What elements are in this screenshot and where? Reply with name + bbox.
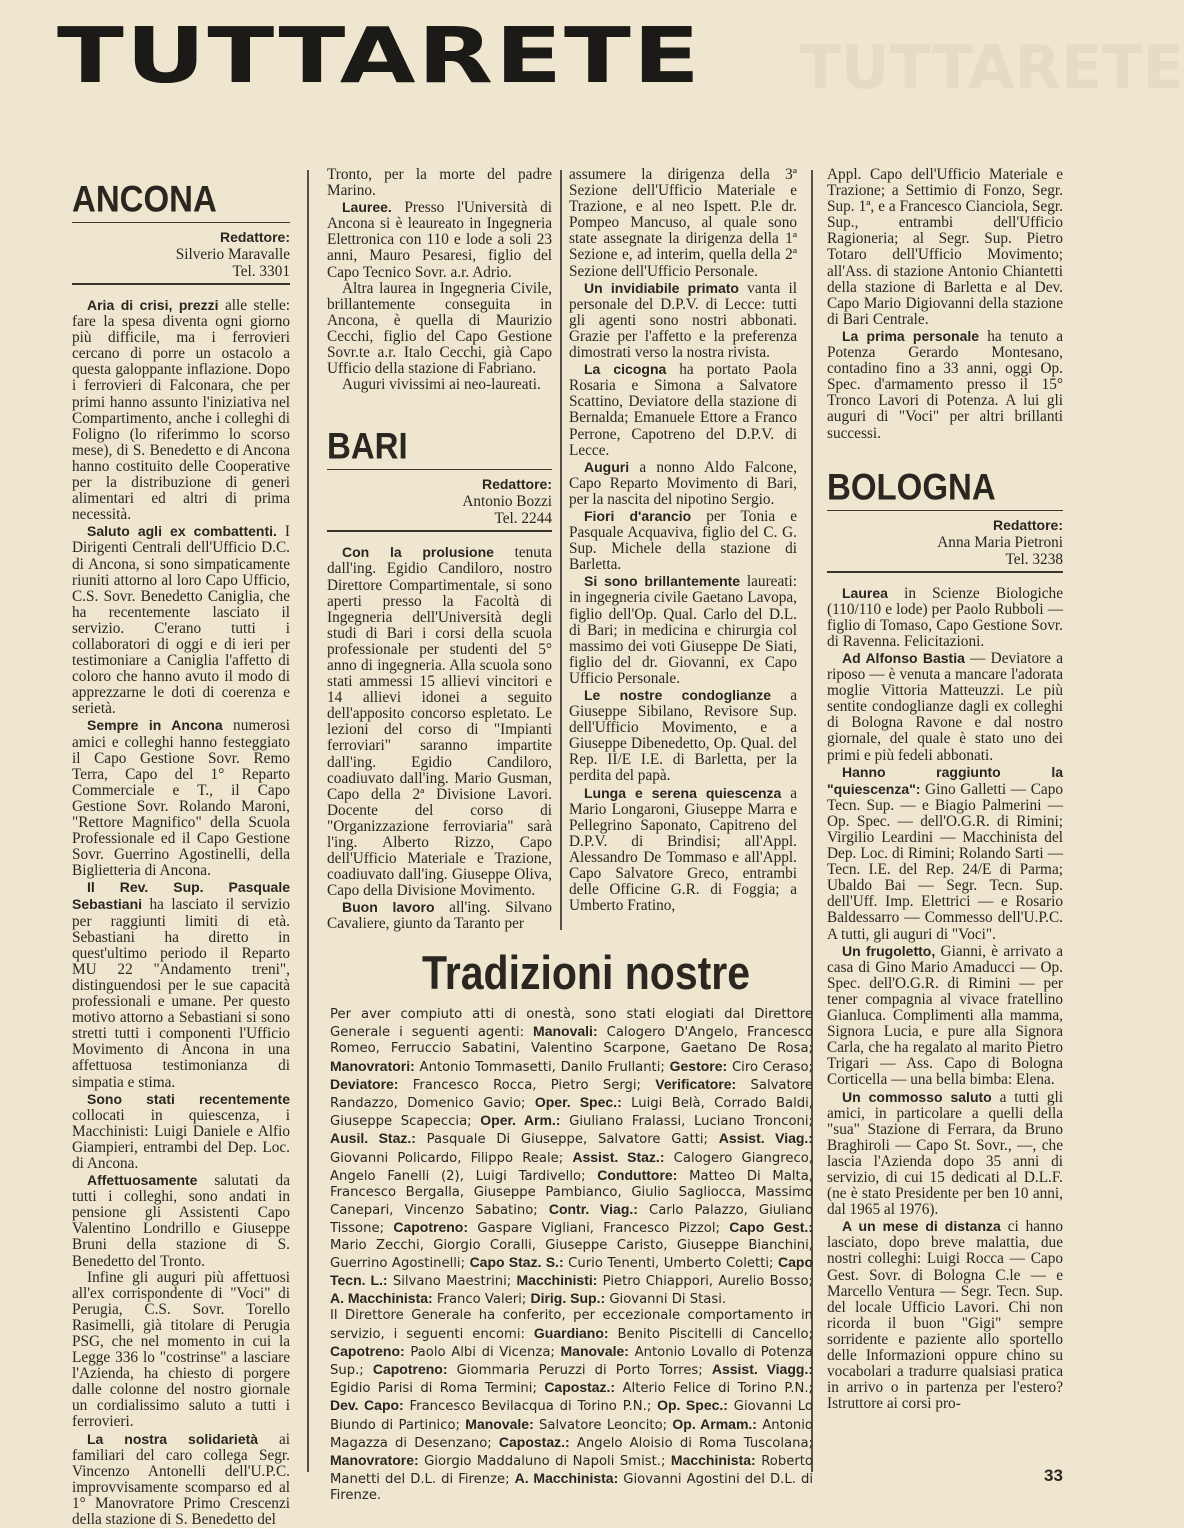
role-label: Dev. Capo:: [330, 1397, 404, 1414]
paragraph-lead: Lunga e serena quiescenza: [584, 784, 782, 801]
redattore-name: Silverio Maravalle: [175, 246, 290, 263]
role-label: Ausil. Staz.:: [330, 1130, 416, 1147]
paragraph-lead: Sono stati recentemente: [87, 1090, 290, 1107]
column-3: [569, 167, 797, 914]
role-label: Capo Tecn. L.:: [330, 1253, 813, 1289]
redattore-block-bologna: [827, 517, 1063, 568]
paragraph: A un mese di distanza ci hanno lasciato, dopo breve malattia, due nostri colleghi: Luigi Rocca — Capo Gest. Sovr. di Bologna C.le — e Marcello Ventura — Segr. Tecn. Sup. del locale Ufficio Lavori. Chi non ricorda il buon "Gigi" sempre sorridente e paziente allo sportello delle Informazioni oppure chino su vocabolari a tradurre qualsiasi pratica in arrivo o in partenza per l'estero? Istruttore ai corsi pro-: [827, 1218, 1064, 1413]
article-body-ancona: [72, 297, 290, 1528]
paragraph: Il Rev. Sup. Pasquale Sebastiani ha lasciato il servizio per raggiunti limiti di età. Sebastiani ha diretto in quest'ultimo periodo il Reparto MU 22 "Andamento treni", distinguendosi per le sue capacità professionali e umane. Per questo motivo attorno a Sebastiani si sono stretti tutti i componenti l'Ufficio Movimento di Ancona in una affettuosa testimonianza di simpatia e stima.: [72, 879, 290, 1091]
redattore-label: Redattore:: [992, 516, 1063, 533]
masthead-title: TUTTARETE: [57, 11, 702, 101]
paragraph-lead: Sempre in Ancona: [87, 717, 223, 734]
section-rule: [72, 222, 290, 223]
redattore-label: Redattore:: [481, 476, 552, 493]
role-label: Capotreno:: [393, 1219, 469, 1236]
role-label: Manovratori:: [330, 1057, 415, 1074]
paragraph: La nostra solidarietà ai familiari del caro collega Segr. Vincenzo Antonelli dell'U.P.C. improvvisamente scomparso ed al 1° Manovratore Primo Crescenzi della stazione di S. Benedetto del: [72, 1430, 290, 1528]
role-label: Assist. Staz.:: [572, 1148, 665, 1165]
paragraph: Lauree. Presso l'Università di Ancona si è leaureato in Ingegneria Elettronica con 110 e lode a soli 23 anni, Mauro Pesaresi, figlio del Capo Tecnico Sovr. a.r. Adrio.: [327, 199, 552, 281]
paragraph-lead: Auguri: [584, 458, 630, 475]
section-rule-thick: [827, 571, 1063, 573]
role-label: Manovale:: [465, 1415, 534, 1432]
section-rule-thick: [327, 530, 552, 532]
paragraph: Infine gli auguri più affettuosi all'ex corrispondente di "Voci" di Perugia, C.S. Sovr. Torello Rasimelli, già titolare di Perugia PSG, che nel momento in cui la Legge 336 lo "costrinse" a lasciare l'Azienda, ha chiesto di porgere dalle colonne del nostro giornale un cordialissimo saluto a tutti i ferrovieri.: [72, 1268, 290, 1431]
paragraph: Hanno raggiunto la "quiescenza": Gino Galletti — Capo Tecn. Sup. — e Biagio Palmerini — Op. Spec. — dell'O.G.R. di Rimini; Virgilio Leardini — Macchinista del Dep. Loc. di Rimini; Rolando Sarti — Tecn. I.E. del Rep. 24/E di Parma; Ubaldo Bai — Segr. Tecn. Sup. dell'Uff. Imp. Elettrici — e Rosario Baldessarro — Commesso dell'U.P.C. A tutti, gli auguri di "Voci".: [827, 763, 1063, 943]
tradizioni-body: [330, 1007, 813, 1505]
paragraph-lead: Con la prolusione: [342, 544, 494, 561]
section-title-bari: BARI: [327, 425, 408, 467]
role-label: Capostaz.:: [544, 1379, 616, 1396]
paragraph-lead: Lauree.: [342, 199, 392, 216]
paragraph: Altra laurea in Ingegneria Civile, brillantemente conseguita in Ancona, è quella di Maurizio Cecchi, figlio del Capo Gestione Sovr.te a.r. Italo Cecchi, già Capo Ufficio della stazione di Fabriano.: [327, 279, 552, 378]
paragraph-lead: Fiori d'arancio: [584, 507, 692, 524]
paragraph: Tronto, per la morte del padre Marino.: [327, 166, 552, 200]
column-ancona: [72, 177, 291, 1528]
paragraph: Appl. Capo dell'Ufficio Materiale e Trazione; a Settimio di Fonzo, Segr. Sup. 1ª, e a Francesco Cianciola, Segr. Sup., entrambi dell'Ufficio Ragioneria; al Segr. Sup. Pietro Totaro dell'Ufficio Movimento; all'Ass. di stazione Antonio Chiantetti della stazione di Barletta e al Dev. Capo Mario Digiovanni della stazione di Bari Centrale.: [827, 166, 1063, 328]
redattore-tel: Tel. 3301: [232, 263, 290, 280]
redattore-name: Antonio Bozzi: [462, 493, 552, 511]
article-body-bologna: [827, 585, 1063, 1413]
paragraph-lead: Un commosso saluto: [842, 1088, 992, 1105]
paragraph-lead: La nostra solidarietà: [87, 1430, 259, 1447]
paragraph: Sempre in Ancona numerosi amici e colleghi hanno festeggiato il Capo Gestione Sovr. Remo Terra, Capo del 1° Reparto Commerciale e T., il Capo Gestione Sovr. Rolando Maroni, "Rettore Magnifico" della Scuola Professionale ed il Capo Gestione Sovr. Guerrino Agostinelli, della Biglietteria di Ancona.: [72, 717, 290, 880]
column-divider: [307, 170, 309, 1472]
role-label: A. Macchinista:: [514, 1470, 619, 1487]
section-title-ancona: ANCONA: [72, 177, 217, 220]
tradizioni-title: Tradizioni nostre: [422, 946, 751, 1000]
column-divider: [560, 170, 562, 930]
paragraph: La cicogna ha portato Paola Rosaria e Simona a Salvatore Scattino, Deviatore della stazione di Bernalda; Emanuele Ettore a Franco Perrone, Capotreno del D.P.V. di Lecce.: [569, 361, 797, 459]
redattore-tel: Tel. 3238: [1005, 550, 1063, 568]
redattore-label: Redattore:: [219, 229, 290, 245]
section-title-bologna: BOLOGNA: [827, 465, 996, 507]
role-label: Macchinista:: [670, 1452, 756, 1469]
redattore-name: Anna Maria Pietroni: [937, 533, 1063, 551]
article-body-ancona-cont: [327, 167, 552, 393]
role-label: Macchinisti:: [516, 1272, 598, 1289]
paragraph: Auguri vivissimi ai neo-laureati.: [342, 376, 541, 394]
paragraph-lead: Buon lavoro: [342, 899, 435, 916]
paragraph-lead: Affettuosamente: [87, 1172, 198, 1189]
paragraph-lead: Un invidiabile primato: [584, 279, 739, 296]
paragraph-lead: Ad Alfonso Bastia: [842, 649, 965, 666]
paragraph-lead: Un frugoletto,: [842, 942, 936, 959]
paragraph: Con la prolusione tenuta dall'ing. Egidio Candiloro, nostro Direttore Compartimentale, si sono aperti presso la Facoltà di Ingegneria dell'Università degli studi di Bari i corsi della scuola professionale per studenti del 5° anno di ingegneria. Alla scuola sono stati ammessi 15 allievi vincitori e 14 allievi idonei a seguito dell'apposito concorso espletato. Le lezioni del corso di "Impianti ferroviari" saranno impartite dall'ing. Egidio Candiloro, coadiuvato dall'ing. Mario Gusman, Capo della 2ª Divisione Lavori. Docente del corso di "Organizzazione ferroviaria" sarà l'ing. Alberto Rizzo, Capo dell'Ufficio Materiale e Trazione, coadiuvato dall'ing. Giuseppe Oliva, Capo della Divisione Movimento.: [327, 544, 552, 900]
article-body-bari-end: [827, 167, 1063, 442]
paragraph-lead: A un mese di distanza: [842, 1218, 1001, 1235]
paragraph: Saluto agli ex combattenti. I Dirigenti Centrali dell'Ufficio D.C. di Ancona, si sono simpaticamente riuniti attorno al loro Capo Ufficio, C.S. Sovr. Benedetto Caniglia, che ha recentemente lasciato il servizio. C'erano tutti i collaboratori di oggi e di ieri per testimoniare a Caniglia l'affetto di coloro che hanno avuto il modo di apprezzarne le doti di coerenza e serietà.: [72, 523, 291, 718]
paragraph-lead: Aria di crisi, prezzi: [87, 297, 219, 313]
paragraph-lead: Il Rev. Sup. Pasquale Sebastiani: [72, 879, 290, 913]
role-label: Op. Spec.:: [657, 1397, 728, 1414]
role-label: Deviatore:: [330, 1075, 399, 1092]
role-label: Capostaz.:: [498, 1433, 570, 1450]
role-label: Guardiano:: [533, 1324, 609, 1341]
role-label: Verificatore:: [655, 1075, 737, 1092]
paragraph-lead: Laurea: [842, 584, 888, 601]
article-body-bari: [327, 544, 552, 932]
paragraph: Buon lavoro all'ing. Silvano Cavaliere, giunto da Taranto per: [327, 899, 552, 933]
paragraph-lead: La prima personale: [842, 327, 980, 344]
redattore-tel: Tel. 2244: [494, 510, 552, 528]
paragraph: Sono stati recentemente collocati in quiescenza, i Macchinisti: Luigi Daniele e Alfio Giampieri, entrambi del Dep. Loc. di Ancona.: [72, 1090, 290, 1172]
role-label: Conduttore:: [597, 1166, 678, 1183]
show-through-ghost-title: TUTTARETE: [800, 33, 1184, 103]
paragraph: Ad Alfonso Bastia — Deviatore a riposo — è venuta a mancare l'adorata moglie Vittoria Matteuzzi. Le più sentite condoglianze dagli ex colleghi di Bologna Ravone e dal nostro giornale, del quale è stato uno dei primi e più fedeli abbonati.: [827, 649, 1064, 764]
paragraph: Affettuosamente salutati da tutti i colleghi, sono andati in pensione gli Assistenti Capo Valentino Londrillo e Giuseppe Bruni della stazione di S. Benedetto del Tronto.: [72, 1172, 290, 1270]
role-label: Capo Gest.:: [729, 1219, 813, 1236]
role-label: Contr. Viag.:: [548, 1201, 638, 1218]
paragraph: Fiori d'arancio per Tonia e Pasquale Acquaviva, figlio del C. G. Sup. Michele della stazione di Barletta.: [569, 507, 797, 574]
role-label: Manovratore:: [330, 1452, 419, 1469]
redattore-block-ancona: [72, 229, 290, 280]
paragraph: assumere la dirigenza della 3ª Sezione dell'Ufficio Materiale e Trazione, e al neo Ispett. P.le dr. Pompeo Mancuso, al quale sono state assegnate la dirigenza della 1ª Sezione e, ad interim, quella della 2ª Sezione dell'Ufficio Personale.: [569, 166, 797, 280]
paragraph: Auguri a nonno Aldo Falcone, Capo Reparto Movimento di Bari, per la nascita del nipotino Sergio.: [569, 458, 797, 508]
section-rule: [827, 510, 1063, 511]
role-label: A. Macchinista:: [330, 1290, 433, 1307]
paragraph: Le nostre condoglianze a Giuseppe Sibilano, Revisore Sup. dell'Ufficio Movimento, e a Giuseppe Dibenedetto, Op. Qual. del Rep. II/E I.E. di Barletta, per la perdita del papà.: [569, 687, 797, 785]
role-label: Gestore:: [669, 1057, 728, 1074]
paragraph: Laurea in Scienze Biologiche (110/110 e lode) per Paolo Rubboli — figlio di Tomaso, Capo Gestione Sovr. di Ravenna. Felicitazioni.: [827, 584, 1063, 650]
column-4: [827, 167, 1063, 1412]
role-label: Oper. Arm.:: [480, 1112, 561, 1129]
role-label: Manovale:: [560, 1342, 629, 1359]
paragraph: Per aver compiuto atti di onestà, sono stati elogiati dal Direttore Generale i seguenti agenti: Manovali: Calogero D'Angelo, Francesco Romeo, Ferruccio Sabatini, Valentino Scarpone, Gaetano De Rosa; Manovratori: Antonio Tommasetti, Danilo Frullanti; Gestore: Ciro Ceraso; Deviatore: Francesco Rocca, Pietro Sergi; Verificatore: Salvatore Randazzo, Domenico Gavio; Oper. Spec.: Luigi Belà, Corrado Baldi, Giuseppe Scapeccia; Oper. Arm.: Giuliano Fralassi, Luciano Tronconi; Ausil. Staz.: Pasquale Di Giuseppe, Salvatore Gatti; Assist. Viag.: Giovanni Policardo, Filippo Reale; Assist. Staz.: Calogero Giangreco, Angelo Fanelli (2), Luigi Tardivello; Conduttore: Matteo Di Malta, Francesco Bergalla, Giuseppe Pambianco, Giulio Sagliocca, Massimo Canepari, Vincenzo Sabatino; Contr. Viag.: Carlo Palazzo, Giuliano Tissone; Capotreno: Gaspare Vigliani, Francesco Pizzol; Capo Gest.: Mario Zecchi, Giorgio Coralli, Giuseppe Caristo, Giuseppe Bianchini, Guerrino Agostinelli; Capo Staz. S.: Curio Tenenti, Umberto Coletti; Capo Tecn. L.: Silvano Maestrini; Macchinisti: Pietro Chiappori, Aurelio Bosso; A. Macchinista: Franco Valeri; Dirig. Sup.: Giovanni Di Stasi.: [330, 1007, 814, 1308]
role-label: Capotreno:: [372, 1361, 448, 1378]
paragraph: Un invidiabile primato vanta il personale del D.P.V. di Lecce: tutti gli agenti sono nostri abbonati. Grazie per l'affetto e la preferenza dimostrati verso la nostra rivista.: [569, 279, 797, 362]
paragraph: Si sono brillantemente laureati: in ingegneria civile Gaetano Lavopa, figlio dell'Op. Qual. Carlo del D.L. di Bari; in medicina e chirurgia col massimo dei voti Giuseppe De Siati, figlio del dr. Giovanni, ex Capo Ufficio Personale.: [569, 573, 798, 687]
paragraph: Lunga e serena quiescenza a Mario Longaroni, Giuseppe Marra e Pellegrino Saponato, Capitreno del D.P.V. di Brindisi; all'Appl. Alessandro De Tommaso e all'Appl. Capo Salvatore Greco, entrambi delle Officine G.R. di Foggia; a Umberto Fratino,: [569, 784, 797, 915]
role-label: Capo Staz. S.:: [469, 1253, 564, 1270]
paragraph-lead: Saluto agli ex combattenti.: [87, 523, 277, 540]
paragraph: Un frugoletto, Gianni, è arrivato a casa di Gino Mario Amaducci — Op. Spec. dell'O.G.R. di Rimini — per tener compagnia al vivace fratellino Gianluca. Complimenti alla mamma, Signora Lucia, e pure alla Signora Carla, che ha regalato al marito Pietro Trigari — Ass. Capo di Bologna Corticella — una bella bimba: Elena.: [827, 942, 1063, 1089]
role-label: Oper. Spec.:: [534, 1094, 622, 1111]
role-label: Manovali:: [533, 1023, 598, 1040]
paragraph-lead: Si sono brillantemente: [584, 573, 741, 590]
paragraph: Aria di crisi, prezzi alle stelle: fare la spesa diventa ogni giorno più difficile, ma i ferrovieri cercano di porre un ostacolo a questa galoppante inflazione. Dopo i ferrovieri di Falconara, che per primi hanno assunto l'iniziativa nel Compartimento, anche i colleghi di Foligno (lo riferimmo lo scorso mese), di S. Benedetto e di Ancona hanno costituito delle Cooperative per la distribuzione di generi alimentari ed altri di prima necessità.: [72, 297, 290, 524]
paragraph: Il Direttore Generale ha conferito, per eccezionale comportamento in servizio, i seguenti encomi: Guardiano: Benito Piscitelli di Cancello; Capotreno: Paolo Albi di Vicenza; Manovale: Antonio Lovallo di Potenza Sup.; Capotreno: Giommaria Peruzzi di Porto Torres; Assist. Viagg.: Egidio Parisi di Roma Termini; Capostaz.: Alterio Felice di Torino P.N.; Dev. Capo: Francesco Bevilacqua di Torino P.N.; Op. Spec.: Giovanni Lo Biundo di Partinico; Manovale: Salvatore Leoncito; Op. Armam.: Antonio Magazza di Desenzano; Capostaz.: Angelo Aloisio di Roma Tuscolana; Manovratore: Giorgio Maddaluno di Napoli Smist.; Macchinista: Roberto Manetti del D.L. di Firenze; A. Macchinista: Giovanni Agostini del D.L. di Firenze.: [330, 1308, 814, 1504]
article-body-bari-cont: [569, 167, 797, 914]
paragraph-lead: La cicogna: [584, 361, 667, 378]
role-label: Capotreno:: [330, 1342, 405, 1359]
paragraph-lead: Hanno raggiunto la "quiescenza":: [827, 763, 1063, 797]
redattore-block-bari: [327, 476, 552, 527]
column-2: [327, 167, 552, 933]
paragraph: Un commosso saluto a tutti gli amici, in particolare a quelli della "sua" Stazione di Ferrara, da Bruno Braghiroli — Capo St. Sovr., —, che lascia l'Azienda dopo 35 anni di servizio, di cui 15 dedicati al D.L.F. (ne è stato Presidente per ben 10 anni, dal 1965 al 1976).: [827, 1088, 1063, 1219]
role-label: Op. Armam.:: [672, 1415, 757, 1432]
section-rule: [327, 469, 552, 470]
role-label: Assist. Viagg.:: [711, 1361, 813, 1378]
role-label: Dirig. Sup.:: [530, 1290, 606, 1307]
paragraph-lead: Le nostre condoglianze: [584, 687, 772, 703]
paragraph: La prima personale ha tenuto a Potenza Gerardo Montesano, contadino fino a 33 anni, oggi Op. Spec. d'armamento presso il 15° Tronco Lavori di Potenza. A lui gli auguri di "Voci" per altri brillanti successi.: [827, 327, 1064, 442]
section-rule-thick: [72, 283, 290, 285]
role-label: Assist. Viag.:: [718, 1130, 813, 1147]
page-number: 33: [1044, 1466, 1063, 1485]
